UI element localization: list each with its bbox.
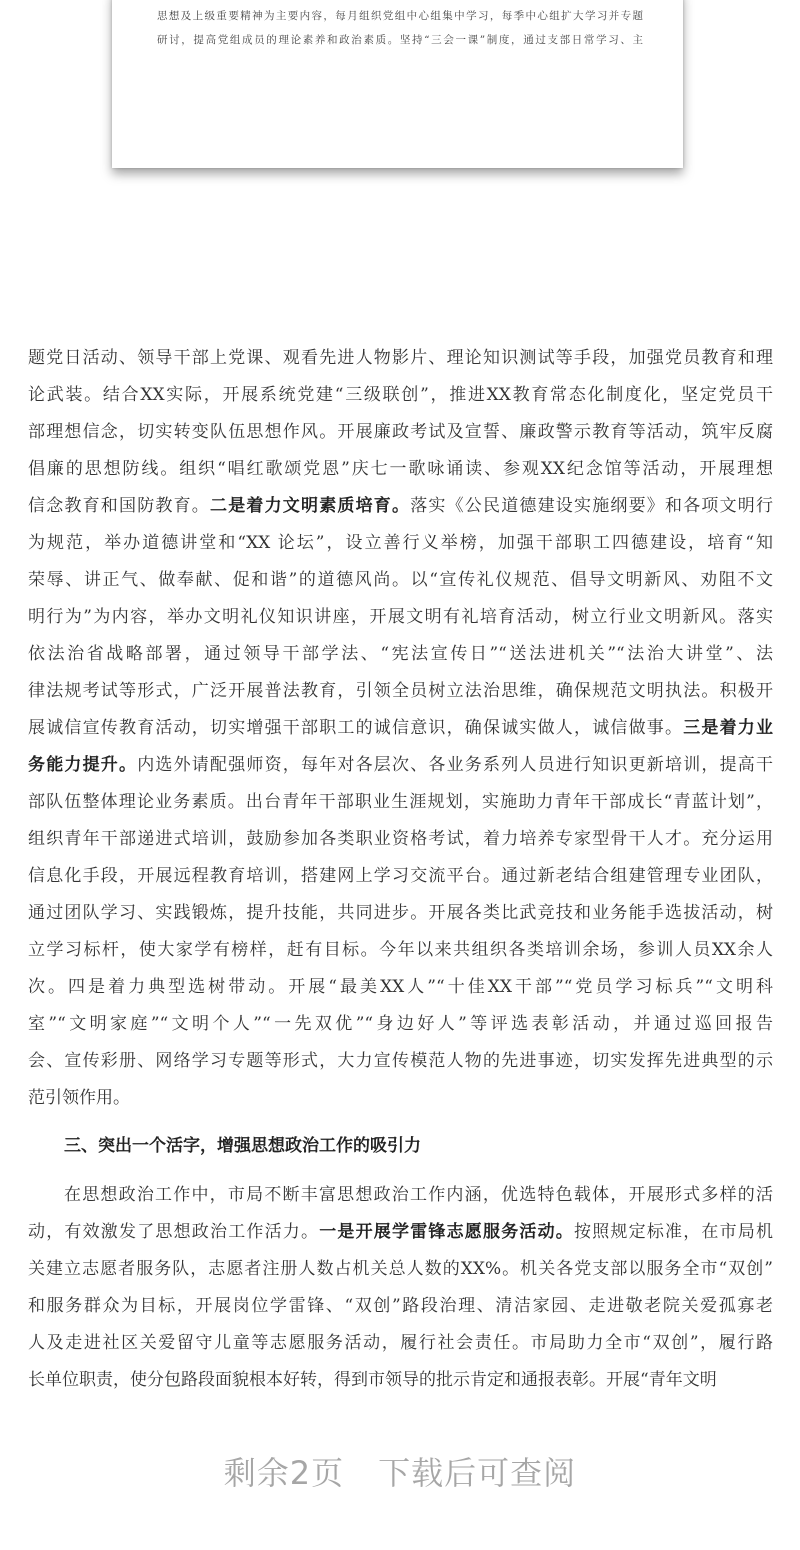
document-preview-card <box>112 0 683 168</box>
preview-line: 思想及上级重要精神为主要内容，每月组织党组中心组集中学习，每季中心组扩大学习并专题 <box>157 10 643 22</box>
remaining-pages-label: 剩余2页 <box>223 1454 345 1492</box>
text-segment: 论武装。结合XX实际，开展系统党建“三级联创”，推进XX教育常态化制度化，坚定党员干 <box>28 385 773 405</box>
text-segment: 题党日活动、领导干部上党课、观看先进人物影片、理论知识测试等手段，加强党员教育和理 <box>28 348 773 368</box>
text-segment: 部理想信念，切实转变队伍思想作风。开展廉政考试及宣誓、廉政警示教育等活动，筑牢反腐 <box>28 422 773 442</box>
text-segment: 倡廉的思想防线。组织“唱红歌颂党恩”庆七一歌咏诵读、参观XX纪念馆等活动，开展理想 <box>28 459 773 479</box>
text-segment: 荣辱、讲正气、做奉献、促和谐”的道德风尚。以“宣传礼仪规范、倡导文明新风、劝阻不文 <box>28 570 773 590</box>
text-segment: 室”“文明家庭”“文明个人”“一先双优”“身边好人”等评选表彰活动，并通过巡回报告 <box>28 1014 773 1034</box>
text-segment: 明行为”为内容，举办文明礼仪知识讲座，开展文明有礼培育活动，树立行业文明新风。落实 <box>28 607 773 627</box>
bold-text: 一是开展学雷锋志愿服务活动。 <box>319 1222 575 1242</box>
preview-line: 研讨，提高党组成员的理论素养和政治素质。坚持“三会一课”制度，通过支部日常学习、主 <box>157 34 643 46</box>
text-segment: 按照规定标准，在市局机 <box>574 1222 774 1242</box>
text-segment: 依法治省战略部署，通过领导干部学法、“宪法宣传日”“送法进机关”“法治大讲堂”、法 <box>28 644 773 664</box>
paragraph-1 <box>28 340 773 1117</box>
text-line <box>28 1080 773 1117</box>
text-line <box>28 525 773 562</box>
text-segment: 展诚信宣传教育活动，切实增强干部职工的诚信意识，确保诚实做人，诚信做事。 <box>28 718 684 738</box>
text-segment: 通过团队学习、实践锻炼，提升技能，共同进步。开展各类比武竞技和业务能手选拔活动，树 <box>28 903 773 923</box>
text-line <box>28 1288 773 1325</box>
text-line <box>28 858 773 895</box>
text-line <box>28 710 773 747</box>
text-line <box>28 1043 773 1080</box>
text-line <box>28 377 773 414</box>
text-line <box>28 1362 773 1399</box>
text-line <box>28 1177 773 1214</box>
text-segment: 在思想政治工作中，市局不断丰富思想政治工作内涵，优选特色载体，开展形式多样的活 <box>64 1185 773 1205</box>
text-segment: 信息化手段，开展远程教育培训，搭建网上学习交流平台。通过新老结合组建管理专业团队， <box>28 866 773 886</box>
text-segment: 长单位职责，使分包路段面貌根本好转，得到市领导的批示肯定和通报表彰。开展“青年文明 <box>28 1370 717 1390</box>
text-segment: 立学习标杆，使大家学有榜样，赶有目标。今年以来共组织各类培训余场，参训人员XX余人 <box>28 940 773 960</box>
text-line <box>28 340 773 377</box>
document-body <box>28 340 773 1399</box>
text-segment: 为规范，举办道德讲堂和“XX 论坛”，设立善行义举榜，加强干部职工四德建设，培育“知 <box>28 533 773 553</box>
text-segment: 内选外请配强师资，每年对各层次、各业务系列人员进行知识更新培训，提高干 <box>137 755 774 775</box>
text-line <box>28 895 773 932</box>
text-segment: 和服务群众为目标，开展岗位学雷锋、“双创”路段治理、清洁家园、走进敬老院关爱孤寡老 <box>28 1296 773 1316</box>
bold-text: 务能力提升。 <box>28 755 138 775</box>
text-line <box>28 747 773 784</box>
text-segment: 组织青年干部递进式培训，鼓励参加各类职业资格考试，着力培养专家型骨干人才。充分运用 <box>28 829 773 849</box>
text-line <box>28 784 773 821</box>
text-segment: 动，有效激发了思想政治工作活力。 <box>28 1222 320 1242</box>
download-hint-label: 下载后可查阅 <box>378 1454 577 1492</box>
text-line <box>28 1251 773 1288</box>
text-line <box>28 1214 773 1251</box>
text-segment: 落实《公民道德建设实施纲要》和各项文明行 <box>410 496 774 516</box>
text-segment: 律法规考试等形式，广泛开展普法教育，引领全员树立法治思维，确保规范文明执法。积极开 <box>28 681 773 701</box>
text-segment: 关建立志愿者服务队，志愿者注册人数占机关总人数的XX%。机关各党支部以服务全市“双创” <box>28 1259 773 1279</box>
bold-text: 三是着力业 <box>683 718 774 738</box>
text-line <box>28 562 773 599</box>
text-line <box>28 821 773 858</box>
text-segment: 次。四是着力典型选树带动。开展“最美XX人”“十佳XX干部”“党员学习标兵”“文明科 <box>28 977 773 997</box>
text-line <box>28 599 773 636</box>
text-line <box>28 636 773 673</box>
text-line <box>28 1006 773 1043</box>
text-segment: 人及走进社区关爱留守儿童等志愿服务活动，履行社会责任。市局助力全市“双创”，履行路 <box>28 1333 773 1353</box>
text-line <box>28 488 773 525</box>
text-segment: 信念教育和国防教育。 <box>28 496 210 516</box>
text-line <box>28 969 773 1006</box>
text-line <box>28 451 773 488</box>
paragraph-2 <box>28 1177 773 1399</box>
text-line <box>28 932 773 969</box>
text-line <box>28 414 773 451</box>
text-segment: 范引领作用。 <box>28 1088 130 1108</box>
download-prompt[interactable] <box>0 1448 800 1494</box>
preview-card-text <box>157 4 643 52</box>
text-segment: 会、宣传彩册、网络学习专题等形式，大力宣传模范人物的先进事迹，切实发挥先进典型的示 <box>28 1051 773 1071</box>
bold-text: 二是着力文明素质培育。 <box>210 496 411 516</box>
text-line <box>28 1325 773 1362</box>
text-segment: 部队伍整体理论业务素质。出台青年干部职业生涯规划，实施助力青年干部成长“青蓝计划”， <box>28 792 773 812</box>
text-line <box>28 673 773 710</box>
section-heading: 三、突出一个活字，增强思想政治工作的吸引力 <box>64 1136 421 1156</box>
